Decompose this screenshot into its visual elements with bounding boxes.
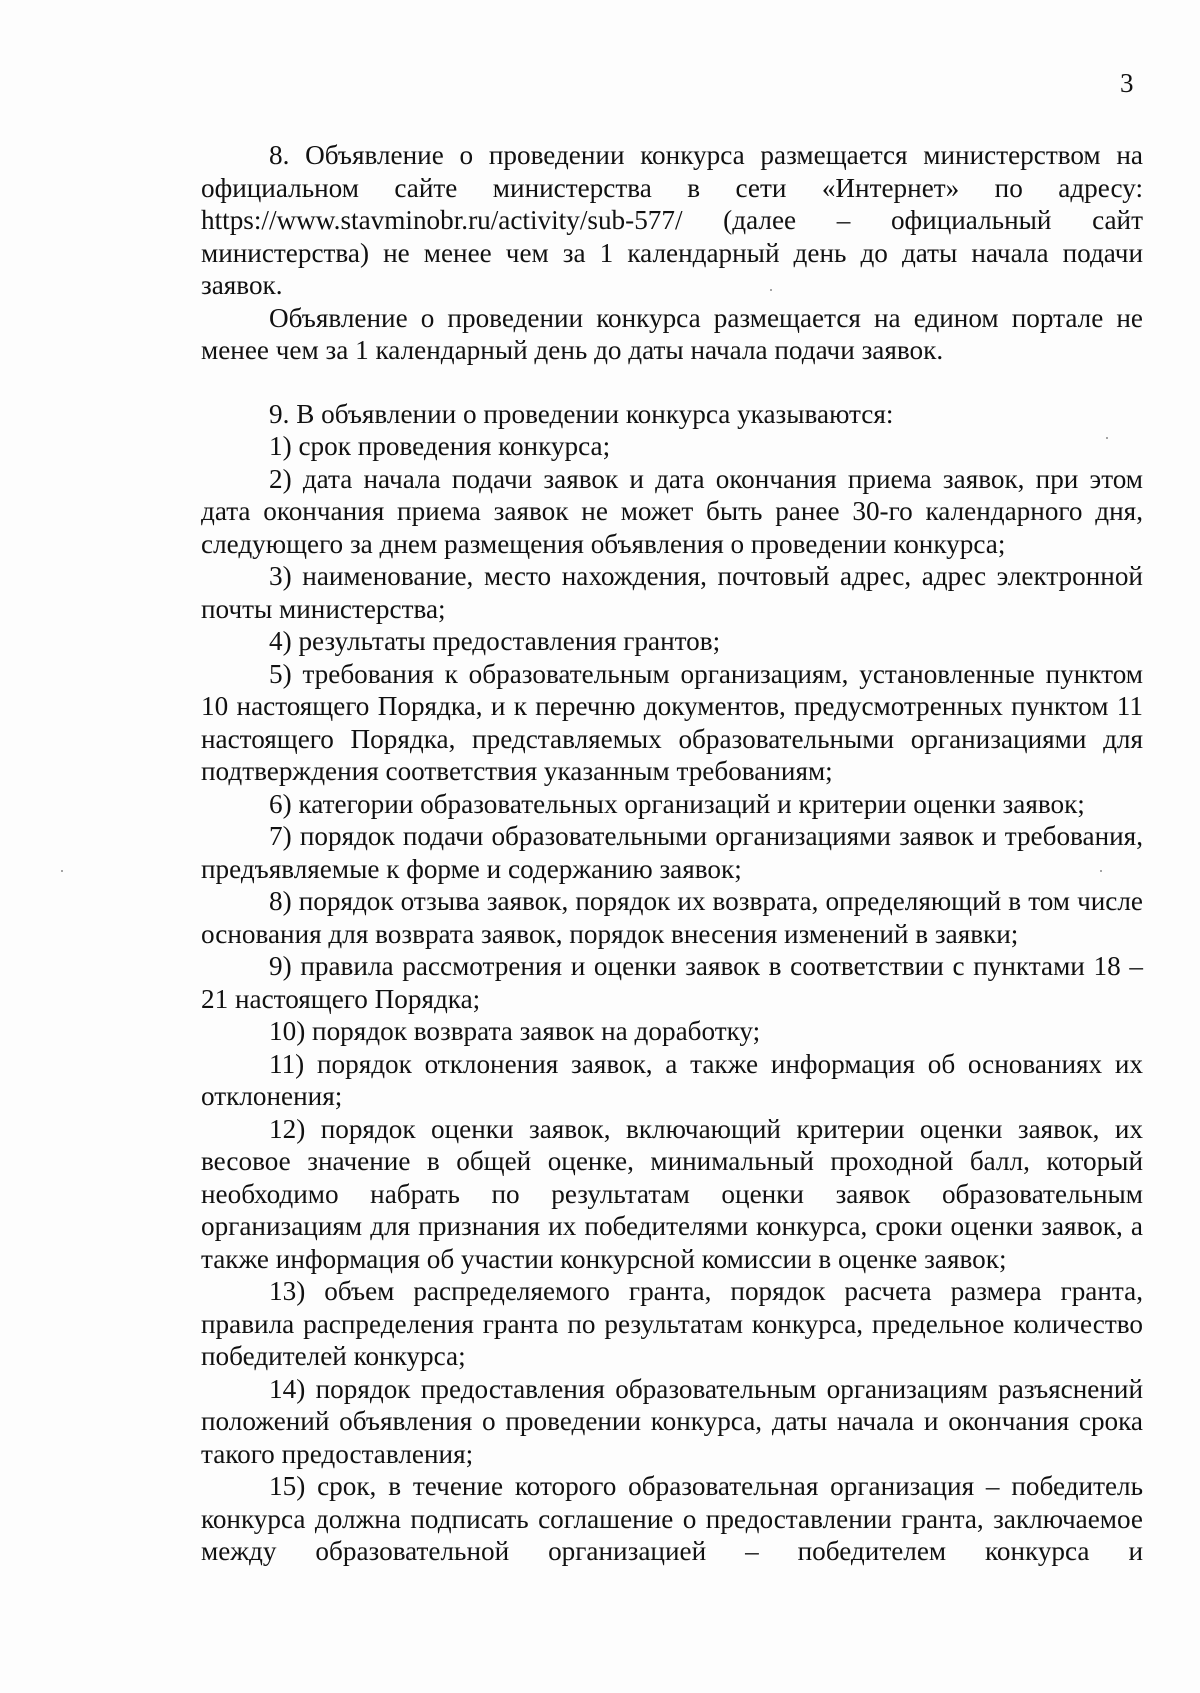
- paragraph: 14) порядок предоставления образовательным организациям разъяснений положений объявления о проведении конкурса, даты начала и окончания срока такого предоставления;: [201, 1373, 1143, 1469]
- scan-speck: [1100, 870, 1102, 872]
- paragraph: 8) порядок отзыва заявок, порядок их возврата, определяющий в том числе основания для возврата заявок, порядок внесения изменений в заявки;: [201, 886, 1143, 949]
- paragraph: 3) наименование, место нахождения, почтовый адрес, адрес электронной почты министерства;: [201, 561, 1143, 624]
- document-body: [201, 139, 1143, 1568]
- paragraph: 10) порядок возврата заявок на доработку;: [269, 1016, 761, 1046]
- paragraph: 9) правила рассмотрения и оценки заявок в соответствии с пунктами 18 – 21 настоящего Порядка;: [201, 951, 1143, 1014]
- scan-speck: [1106, 437, 1108, 439]
- paragraph: 12) порядок оценки заявок, включающий критерии оценки заявок, их весовое значение в общей оценке, минимальный проходной балл, который необходимо набрать по результатам оценки заявок образовательным организациям для признания их победителями конкурса, сроки оценки заявок, а также информация об участии конкурсной комиссии в оценке заявок;: [201, 1113, 1143, 1274]
- paragraph: 7) порядок подачи образовательными организациями заявок и требования, предъявляемые к форме и содержанию заявок;: [201, 821, 1143, 884]
- paragraph: 8. Объявление о проведении конкурса размещается министерством на официальном сайте министерства в сети «Интернет» по адресу: https://www.stavminobr.ru/activity/sub-577/ (далее – официальный сайт министерства) не менее чем за 1 календарный день до даты начала подачи заявок.: [201, 140, 1143, 300]
- paragraph: Объявление о проведении конкурса размещается на едином портале не менее чем за 1 календарный день до даты начала подачи заявок.: [201, 302, 1143, 365]
- paragraph: 2) дата начала подачи заявок и дата окончания приема заявок, при этом дата окончания приема заявок не может быть ранее 30-го календарного дня, следующего за днем размещения объявления о проведении конкурса;: [201, 463, 1143, 559]
- page-number: 3: [1120, 68, 1134, 98]
- scan-speck: [61, 870, 63, 872]
- paragraph-spacer: [201, 367, 1143, 398]
- paragraph: 6) категории образовательных организаций и критерии оценки заявок;: [269, 788, 1085, 819]
- paragraph: 13) объем распределяемого гранта, порядок расчета размера гранта, правила распределения гранта по результатам конкурса, предельное количество победителей конкурса;: [201, 1276, 1143, 1371]
- paragraph: 15) срок, в течение которого образовательная организация – победитель конкурса должна подписать соглашение о предоставлении гранта, заключаемое между образовательной организацией – победителем конкурса и: [201, 1471, 1143, 1566]
- paragraph: 11) порядок отклонения заявок, а также информация об основаниях их отклонения;: [201, 1048, 1143, 1111]
- paragraph: 4) результаты предоставления грантов;: [269, 626, 721, 656]
- paragraph: 5) требования к образовательным организациям, установленные пунктом 10 настоящего Порядка, и к перечню документов, предусмотренных пунктом 11 настоящего Порядка, представляемых образовательными организациями для подтверждения соответствия указанным требованиям;: [201, 658, 1143, 786]
- paragraph: 9. В объявлении о проведении конкурса указываются:: [269, 398, 894, 429]
- paragraph: 1) срок проведения конкурса;: [269, 431, 611, 461]
- scan-speck: [770, 289, 772, 291]
